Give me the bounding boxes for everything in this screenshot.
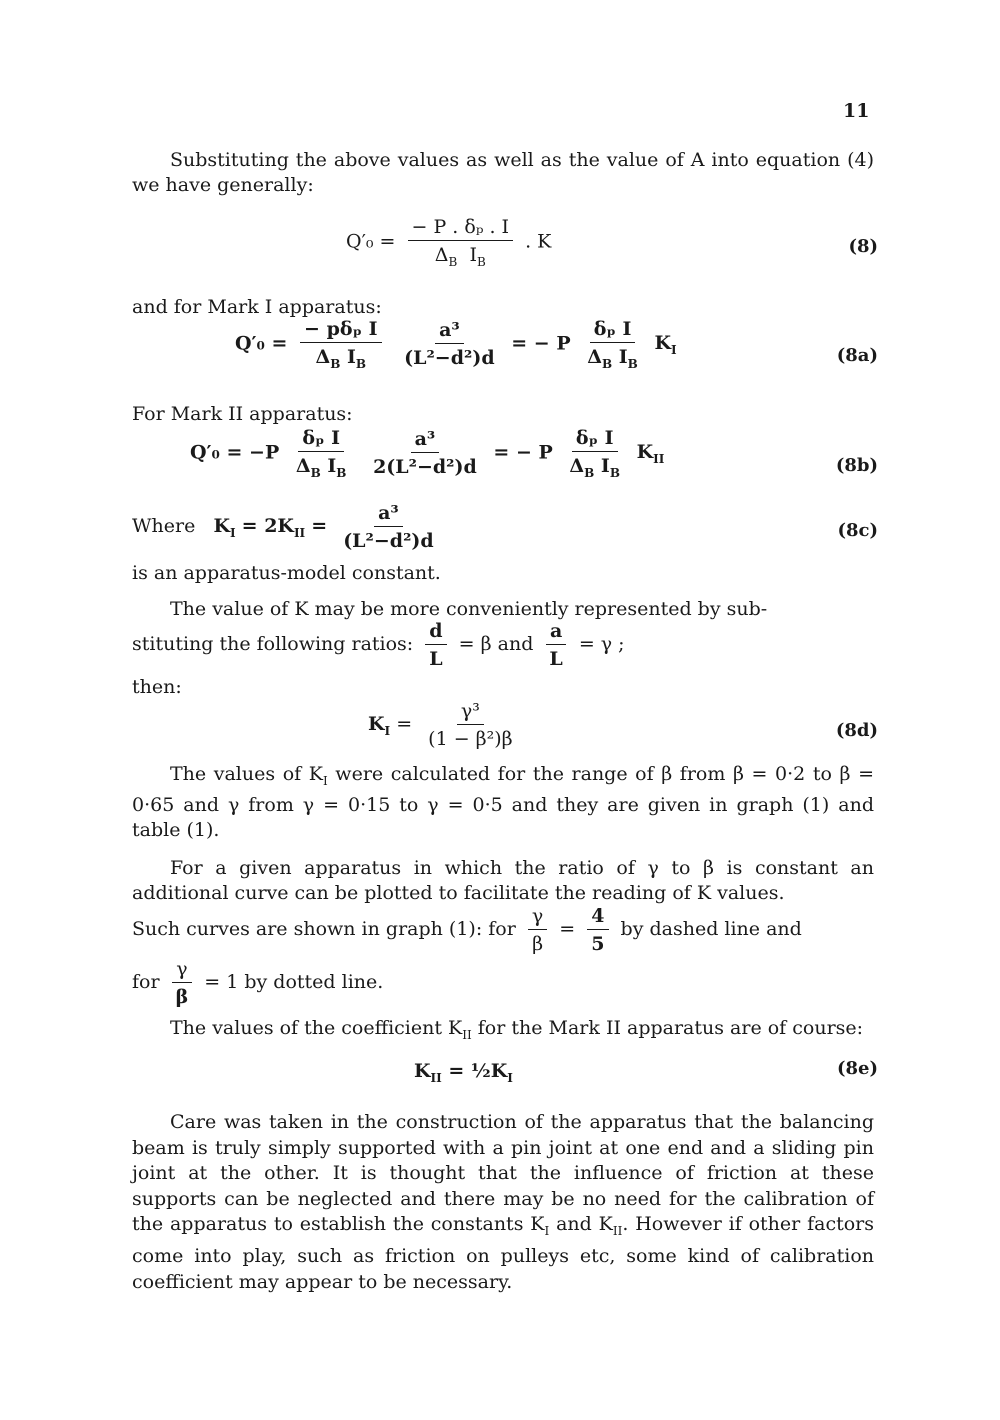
dotted-gamma-over-beta: $\frac{\gamma}{\beta}$ <box>172 958 193 1008</box>
eq8d-number: (8d) <box>835 720 878 741</box>
eq8e-number: (8e) <box>836 1058 878 1079</box>
eq8a-k: $K_I$ <box>654 332 677 358</box>
label-mark-1: and for Mark I apparatus: <box>132 296 382 318</box>
such-curves-four-fifths: $\frac{4}{5}$ <box>587 905 608 955</box>
eq8d-equals: = <box>396 713 413 735</box>
such-curves-line <box>132 905 802 955</box>
paragraph-calculated: The values of $K_I$ were calculated for the range of β from β = 0·2 to β = 0·65 and γ from γ = 0·15 to γ = 0·5 and they are given in graph (1) and table (1). <box>132 763 875 841</box>
eq8-number: (8) <box>848 236 878 257</box>
eq8c-k1: $K_I$ <box>213 515 236 540</box>
ratio-a-over-l: $\frac{a}{L}$ <box>545 620 566 670</box>
page-number: 11 <box>843 100 870 122</box>
paragraph-care: Care was taken in the construction of the apparatus that the balancing beam is truly simply supported with a pin joint at one end and a sliding pin joint at the other. It is thought that the influence of friction at these supports can be neglected and there may be no need for the calibration of the apparatus to establish the constants $K_I$ and $K_{II}$. However if other factors come into play, such as friction on pulleys etc, some kind of calibration coefficient may appear to be necessary. <box>132 1111 874 1293</box>
eq8d-fraction: $\frac{\text{γ³}}{\text{(1 − β²)β}}$ <box>428 700 513 750</box>
ratios-prefix: stituting the following ratios: <box>132 633 414 655</box>
ratio-d-over-l: $\frac{d}{L}$ <box>425 620 446 670</box>
eq8b-lhs: Q′₀ = −P <box>190 441 280 464</box>
paragraph-coefficient: The values of the coefficient $K_{II}$ for the Mark II apparatus are of course: <box>170 1017 864 1042</box>
eq8b-number: (8b) <box>835 455 878 476</box>
equation-8 <box>346 216 551 269</box>
such-curves-prefix: Such curves are shown in graph (1): for <box>132 918 516 940</box>
eq8a-equals: = − P <box>511 332 571 355</box>
such-curves-equals: = <box>559 918 576 940</box>
label-mark-2: For Mark II apparatus: <box>132 403 353 425</box>
such-curves-gamma-over-beta: $\frac{\gamma}{\beta}$ <box>528 905 547 955</box>
eq8-tail: . K <box>525 230 552 253</box>
eq8-denominator: $\Delta_B$ $I_B$ <box>434 244 486 269</box>
paragraph-substituting: Substituting the above values as well as the value of A into equation (4) we have generally: <box>132 149 874 196</box>
dotted-line-label <box>132 958 383 1008</box>
eq8b-k: $K_{II}$ <box>636 441 665 467</box>
eq8e-rhs: = $\frac{1}{2}K_I$ <box>448 1060 513 1085</box>
ratio-beta: = β and <box>458 633 534 655</box>
ratios-line <box>132 620 625 670</box>
equation-8c <box>132 502 444 552</box>
eq8a-lhs: Q′₀ = <box>235 332 288 355</box>
eq8b-fraction-1: $\frac{\text{δₚ I}}{\Delta_B I_B}$ <box>295 427 347 480</box>
eq8-fraction <box>408 216 514 269</box>
paragraph-given: For a given apparatus in which the ratio of γ to β is constant an additional curve can be plotted to facilitate the reading of K values. <box>132 857 874 904</box>
ratio-gamma: = γ ; <box>578 633 625 655</box>
eq8c-number: (8c) <box>837 520 878 541</box>
equation-8e <box>414 1060 513 1085</box>
eq8c-where: Where <box>132 515 196 537</box>
dotted-prefix: for <box>132 971 160 993</box>
eq8c-fraction: $\frac{\text{a³}}{\text{(L²−d²)d}}$ <box>343 502 434 552</box>
eq8a-fraction-1: $\frac{\text{− pδₚ I}}{\Delta_B I_B}$ <box>300 318 381 371</box>
eq8c-equals: = <box>311 515 328 537</box>
eq8b-fraction-2: $\frac{\text{a³}}{\text{2(L²−d²)d}}$ <box>373 428 477 479</box>
eq8a-number: (8a) <box>836 345 878 366</box>
eq8e-lhs: $K_{II}$ <box>414 1060 442 1085</box>
eq8a-fraction-3: $\frac{\text{δₚ I}}{\Delta_B I_B}$ <box>587 318 638 371</box>
eq8d-lhs: $K_I$ <box>368 713 391 738</box>
eq8b-equals: = − P <box>493 441 553 464</box>
equation-8b <box>190 427 664 480</box>
eq8b-fraction-3: $\frac{\text{δₚ I}}{\Delta_B I_B}$ <box>569 427 620 480</box>
such-curves-suffix: by dashed line and <box>620 918 802 940</box>
equation-8d <box>368 700 523 750</box>
label-then: then: <box>132 676 182 698</box>
eq8c-mid: = $2K_{II}$ <box>241 515 306 540</box>
paragraph-value-k: The value of K may be more conveniently represented by sub- <box>170 598 768 620</box>
eq8-lhs: Q′₀ = <box>346 230 396 253</box>
dotted-suffix: = 1 by dotted line. <box>204 971 384 993</box>
eq8a-fraction-2: $\frac{\text{a³}}{\text{(L²−d²)d}}$ <box>404 319 495 370</box>
eq8-numerator: − P . δₚ . I <box>408 216 514 241</box>
paragraph-constant: is an apparatus-model constant. <box>132 562 441 584</box>
equation-8a <box>235 318 677 371</box>
